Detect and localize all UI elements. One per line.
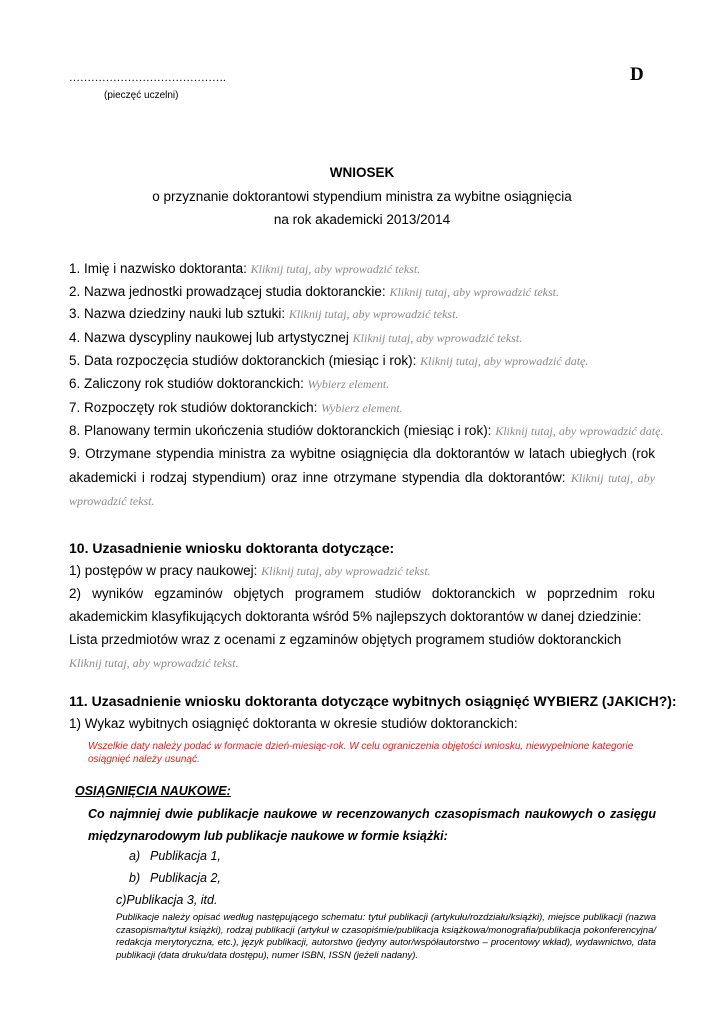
section11-item1: 1) Wykaz wybitnych osiągnięć doktoranta w okresie studiów doktoranckich: (69, 716, 518, 731)
select-placeholder[interactable]: Wybierz element. (307, 377, 390, 391)
achievements-description: Co najmniej dwie publikacje naukowe w recenzowanych czasopismach naukowych o zasięgu międzynarodowym lub publikacje naukowe w formie książki: (88, 807, 656, 843)
field9-line2 (69, 470, 655, 486)
field-unit (69, 284, 559, 300)
text-input-placeholder[interactable]: Kliknij tutaj, aby wprowadzić tekst. (69, 656, 239, 670)
section11-heading: 11. Uzasadnienie wniosku doktoranta dotyczące wybitnych osiągnięć WYBIERZ (JAKICH?): (69, 693, 677, 709)
achievements-heading: OSIĄGNIĘCIA NAUKOWE: (75, 784, 231, 798)
field-start-date (69, 353, 588, 369)
field-label: akademicki i rodzaj stypendium) oraz inne otrzymane stypendia dla doktorantów: (69, 470, 566, 485)
field-label: 1. Imię i nazwisko doktoranta: (69, 261, 247, 276)
publication-format-note: Publikacje należy opisać według następującego schematu: tytuł publikacji (artykułu/rozdziału/książki), miejsce publikacji (nazwa czasopisma/tytuł książki), rodzaj publikacji (artykuł w czasopiśmie/publikacja książkowa/monografia/publikacja pokonferencyjna/ redakcja merytoryczna, etc.), język publikacji, autorstwo (jedyny autor/współautorstwo – procentowy wkład), wydawnictwo, data publikacji (data druku/data dostępu), numer ISBN, ISSN (jeżeli nadany). (116, 912, 656, 961)
form-letter: D (630, 64, 644, 85)
date-input-placeholder[interactable]: Kliknij tutaj, aby wprowadzić datę. (420, 354, 589, 368)
field-label: 6. Zaliczony rok studiów doktoranckich: (69, 376, 304, 391)
publication-marker: a) (129, 849, 141, 863)
text-input-placeholder[interactable]: Kliknij tutaj, aby wprowadzić tekst. (250, 262, 421, 276)
section10-heading: 10. Uzasadnienie wniosku doktoranta dotyczące: (69, 540, 395, 556)
publication-item: Publikacja 2, (150, 871, 221, 885)
section10-item1 (69, 563, 431, 579)
field-label: 8. Planowany termin ukończenia studiów doktoranckich (miesiąc i rok): (69, 423, 492, 438)
publication-marker: b) (129, 871, 141, 885)
text-input-placeholder[interactable]: Kliknij tutaj, aby wprowadzić tekst. (261, 564, 431, 578)
field-end-date (69, 423, 663, 439)
text-input-placeholder[interactable]: Kliknij tutaj, aby wprowadzić tekst. (288, 307, 459, 321)
field-discipline (69, 330, 522, 346)
text-input-placeholder[interactable]: Kliknij tutaj, aby wprowadzić tekst. (352, 331, 523, 345)
field-label: 2. Nazwa jednostki prowadzącej studia doktoranckie: (69, 284, 386, 299)
section10-item2-line3: Lista przedmiotów wraz z ocenami z egzaminów objętych programem studiów doktoranckich (69, 632, 622, 647)
field-domain (69, 306, 458, 322)
field-label: 7. Rozpoczęty rok studiów doktoranckich: (69, 400, 318, 415)
field-label: 4. Nazwa dyscypliny naukowej lub artystycznej (69, 330, 349, 345)
field9-line1: 9. Otrzymane stypendia ministra za wybitne osiągnięcia dla doktorantów w latach ubiegłych (rok (69, 446, 655, 461)
publication-item: Publikacja 1, (150, 849, 221, 863)
document-subtitle-line2: na rok akademicki 2013/2014 (273, 212, 451, 227)
document-subtitle-line1: o przyznanie doktorantowi stypendium ministra za wybitne osiągnięcia (152, 189, 572, 204)
text-input-placeholder[interactable]: Kliknij tutaj, aby wprowadzić tekst. (389, 285, 559, 299)
field-started-year (69, 400, 403, 416)
date-input-placeholder[interactable]: Kliknij tutaj, aby wprowadzić datę. (495, 424, 664, 438)
date-format-note: Wszelkie daty należy podać w formacie dzień-miesiąc-rok. W celu ograniczenia objętości wniosku, niewypełnione kategorie osiągnięć należy usunąć. (88, 741, 634, 765)
stamp-dots: ……………………………………. (69, 72, 226, 84)
text-input-placeholder[interactable]: wprowadzić tekst. (69, 494, 155, 508)
field-completed-year (69, 376, 389, 392)
field9-line3 (69, 493, 155, 509)
field-label: 3. Nazwa dziedziny nauki lub sztuki: (69, 306, 286, 321)
publication-item: c)Publikacja 3, itd. (116, 893, 218, 907)
field-label: 5. Data rozpoczęcia studiów doktoranckich (miesiąc i rok): (69, 353, 417, 368)
field-name (69, 261, 420, 277)
text-input-placeholder[interactable]: Kliknij tutaj, aby (570, 471, 655, 485)
field-label: 1) postępów w pracy naukowej: (69, 563, 258, 578)
document-title: WNIOSEK (329, 165, 395, 180)
section10-item2-line2: akademickim klasyfikujących doktoranta wśród 5% najlepszych doktorantów w danej dziedzinie: (69, 609, 642, 624)
select-placeholder[interactable]: Wybierz element. (321, 401, 403, 415)
section10-item2-line1: 2) wyników egzaminów objętych programem studiów doktoranckich w poprzednim roku (69, 586, 655, 601)
section10-item2-input (69, 655, 239, 671)
stamp-label: (pieczęć uczelni) (104, 90, 179, 101)
